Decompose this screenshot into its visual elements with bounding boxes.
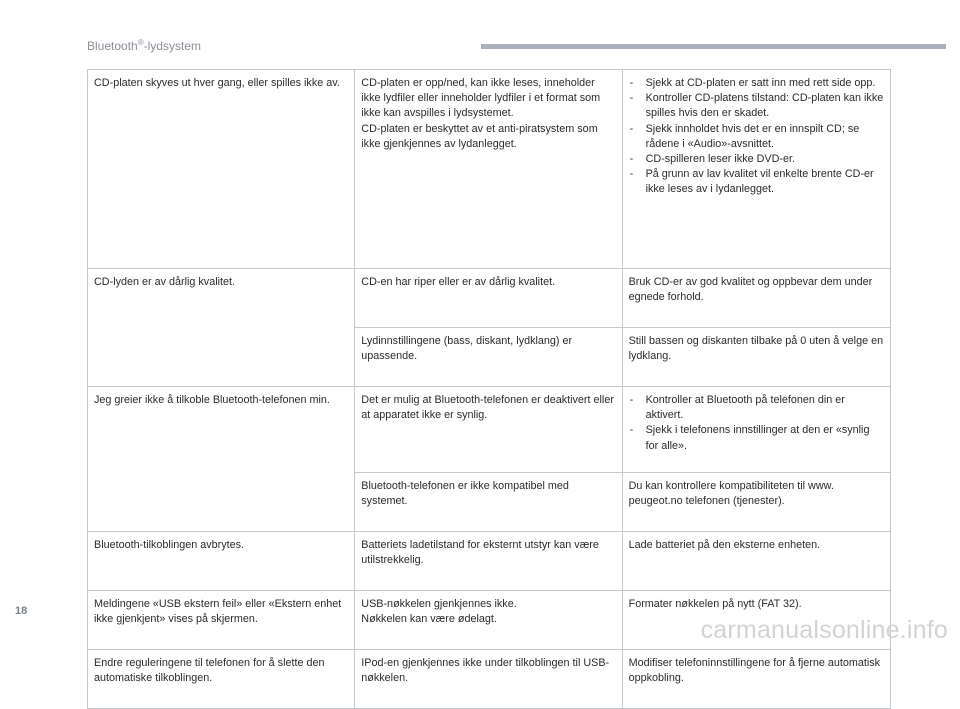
solution-list-item: - Kontroller CD-platens tilstand: CD-platen kan ikke spilles hvis den er skadet. xyxy=(629,91,884,121)
solution-list-item: - Sjekk innholdet hvis det er en innspilt CD; se rådene i «Audio»-avsnittet. xyxy=(629,122,884,152)
problem-cell: Meldingene «USB ekstern feil» eller «Ekstern enhet ikke gjenkjent» vises på skjermen. xyxy=(88,591,355,650)
problem-cell: Jeg greier ikke å tilkoble Bluetooth-telefonen min. xyxy=(88,387,355,532)
solution-cell: Modifiser telefoninnstillingene for å fjerne automatisk oppkobling. xyxy=(622,650,890,709)
cause-cell: USB-nøkkelen gjenkjennes ikke. Nøkkelen kan være ødelagt. xyxy=(355,591,622,650)
solution-cell xyxy=(622,70,890,269)
solution-list xyxy=(629,76,884,198)
problem-cell: CD-lyden er av dårlig kvalitet. xyxy=(88,269,355,387)
solution-cell: Formater nøkkelen på nytt (FAT 32). xyxy=(622,591,890,650)
solution-list-item: - Sjekk at CD-platen er satt inn med rett side opp. xyxy=(629,76,884,91)
cause-cell: Bluetooth-telefonen er ikke kompatibel med systemet. xyxy=(355,473,622,532)
problem-cell: Endre reguleringene til telefonen for å slette den automatiske tilkoblingen. xyxy=(88,650,355,709)
table-row xyxy=(88,650,891,709)
solution-list-item: - Sjekk i telefonens innstillinger at den er «synlig for alle». xyxy=(629,423,884,453)
page-number: 18 xyxy=(15,605,28,617)
problem-cell: CD-platen skyves ut hver gang, eller spilles ikke av. xyxy=(88,70,355,269)
table-row xyxy=(88,387,891,473)
watermark: carmanualsonline.info xyxy=(700,616,948,644)
cause-cell: IPod-en gjenkjennes ikke under tilkoblingen til USB-nøkkelen. xyxy=(355,650,622,709)
solution-cell xyxy=(622,387,890,473)
cause-cell: Det er mulig at Bluetooth-telefonen er deaktivert eller at apparatet ikke er synlig. xyxy=(355,387,622,473)
header-title-rest: -lydsystem xyxy=(143,39,201,53)
header-bar xyxy=(481,44,946,49)
solution-list-item: - CD-spilleren leser ikke DVD-er. xyxy=(629,152,884,167)
solution-cell: Still bassen og diskanten tilbake på 0 uten å velge en lydklang. xyxy=(622,328,890,387)
header-title-main: Bluetooth xyxy=(87,39,138,53)
troubleshooting-table xyxy=(87,69,891,709)
cause-cell: CD-en har riper eller er av dårlig kvalitet. xyxy=(355,269,622,328)
header-title xyxy=(87,38,201,53)
cause-cell: Lydinnstillingene (bass, diskant, lydklang) er upassende. xyxy=(355,328,622,387)
table-row xyxy=(88,70,891,269)
table-row xyxy=(88,532,891,591)
registered-mark: ® xyxy=(137,38,144,47)
cause-cell: CD-platen er opp/ned, kan ikke leses, inneholder ikke lydfiler eller inneholder lydfiler i et format som ikke kan avspilles i lydsystemet. CD-platen er beskyttet av et anti-piratsystem som ikke gjenkjennes av lydanlegget. xyxy=(355,70,622,269)
problem-cell: Bluetooth-tilkoblingen avbrytes. xyxy=(88,532,355,591)
solution-list-item: - På grunn av lav kvalitet vil enkelte brente CD-er ikke leses av i lydanlegget. xyxy=(629,167,884,197)
solution-cell: Bruk CD-er av god kvalitet og oppbevar dem under egnede forhold. xyxy=(622,269,890,328)
troubleshooting-table-body xyxy=(88,70,891,709)
solution-list xyxy=(629,393,884,454)
solution-cell: Lade batteriet på den eksterne enheten. xyxy=(622,532,890,591)
table-row xyxy=(88,269,891,328)
solution-list-item: - Kontroller at Bluetooth på telefonen din er aktivert. xyxy=(629,393,884,423)
cause-cell: Batteriets ladetilstand for eksternt utstyr kan være utilstrekkelig. xyxy=(355,532,622,591)
solution-cell: Du kan kontrollere kompatibiliteten til www. peugeot.no telefonen (tjenester). xyxy=(622,473,890,532)
